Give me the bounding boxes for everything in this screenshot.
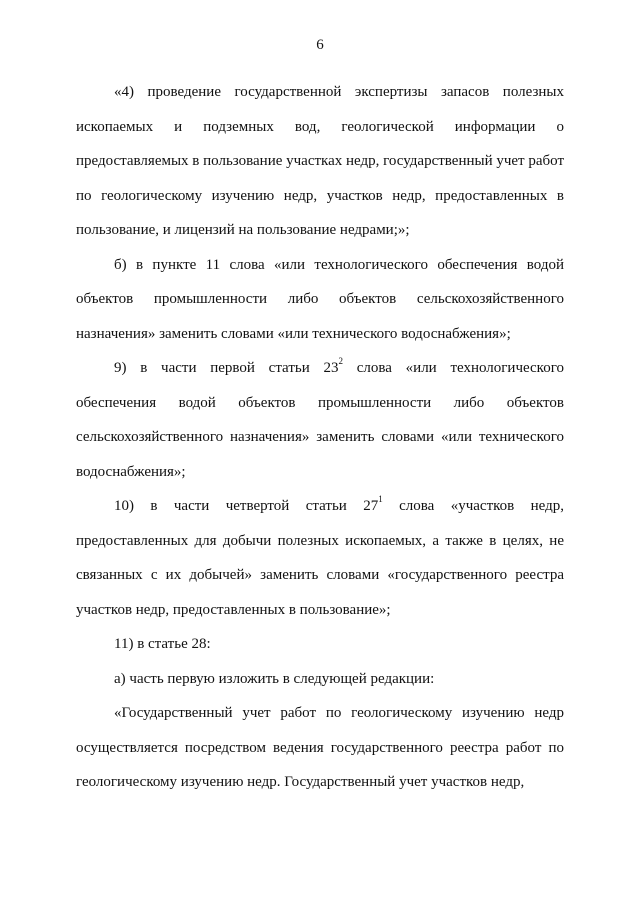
document-body (76, 75, 564, 800)
superscript-2: 2 (338, 356, 343, 366)
paragraph-item-9-start: 9) в части первой статьи 23 (114, 360, 339, 376)
paragraph-item-11: 11) в статье 28: (114, 636, 211, 652)
paragraph-item-10-end: слова «участков недр, предоставленных для добычи полезных ископаемых, а также в целях, не связанных с их добычей» заменить словами «государственного реестра участков недр, предоставленных в пользование»; (76, 498, 564, 618)
paragraph-item-9-end: слова «или технологического обеспечения водой объектов промышленности либо объектов сельскохозяйственного назначения» заменить словами «или технического водоснабжения»; (76, 360, 564, 480)
paragraph-quoted-text: «Государственный учет работ по геологическому изучению недр осуществляется посредством ведения государственного реестра работ по геологическому изучению недр. Государственный учет участков недр, (76, 705, 564, 790)
paragraph-item-10 (76, 489, 564, 627)
paragraph-item-10-start: 10) в части четвертой статьи 27 (114, 498, 379, 514)
paragraph-point-11: б) в пункте 11 слова «или технологического обеспечения водой объектов промышленности либо объектов сельскохозяйственного назначения» заменить словами «или технического водоснабжения»; (76, 256, 564, 342)
paragraph-item-9 (76, 351, 564, 489)
superscript-1: 1 (378, 494, 383, 504)
paragraph-item-4: «4) проведение государственной экспертизы запасов полезных ископаемых и подземных вод, геологической информации о предоставляемых в пользование участках недр, государственный учет работ по геологическому изучению недр, участков недр, предоставленных в пользование, и лицензий на пользование недрами;»; (76, 84, 565, 238)
paragraph-subitem-a: а) часть первую изложить в следующей редакции: (114, 670, 435, 687)
page-number: 6 (316, 37, 324, 53)
